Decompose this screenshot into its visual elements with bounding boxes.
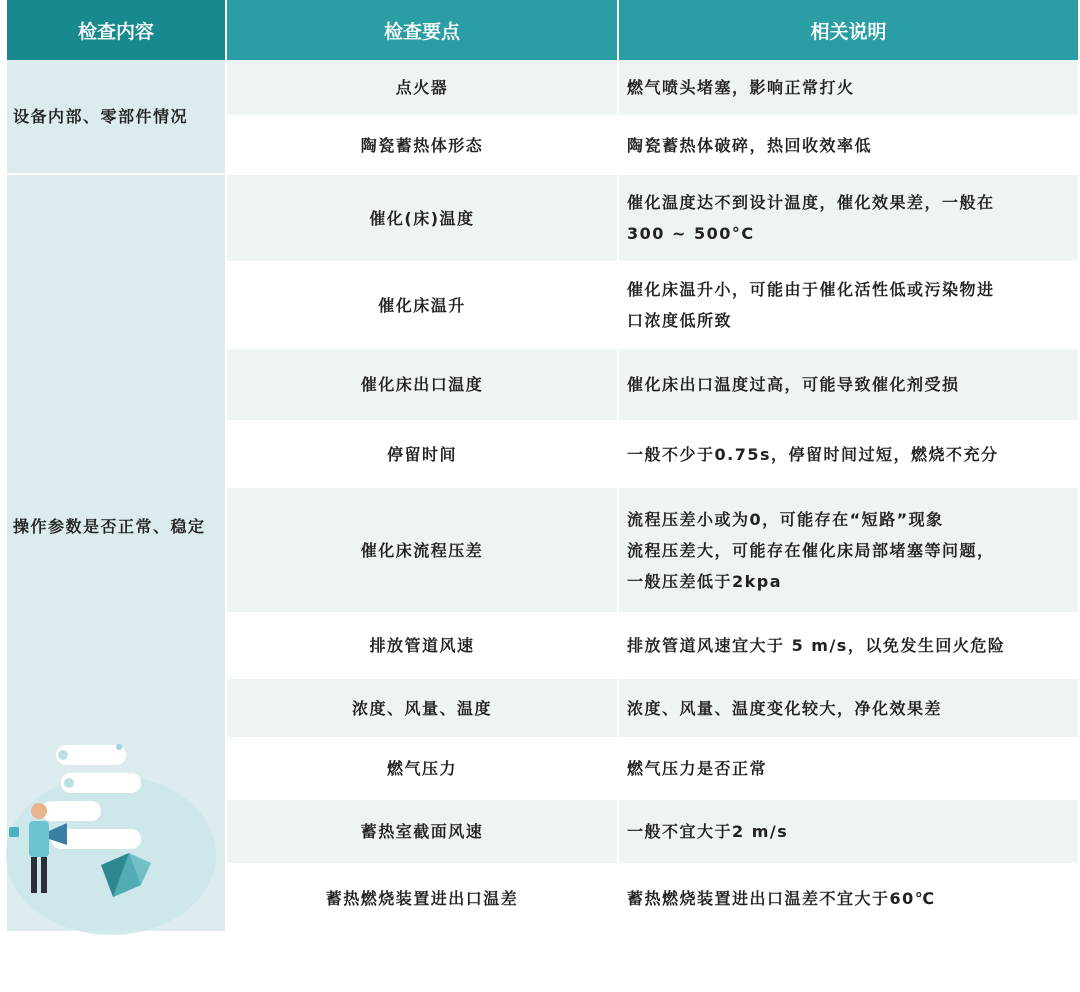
description-line: 一般不宜大于2 m/s [627,822,789,841]
check-point: 蓄热燃烧装置进出口温差 [227,865,619,933]
check-point: 浓度、风量、温度 [227,679,619,739]
description-line: 催化床温升小，可能由于催化活性低或污染物进 [627,280,995,299]
header-check-content: 检查内容 [7,0,227,60]
description-line: 排放管道风速宜大于 5 m/s，以免发生回火危险 [627,636,1006,655]
header-description: 相关说明 [619,0,1078,60]
header-check-points: 检查要点 [227,0,619,60]
check-description [619,422,1078,488]
table-header-row [7,0,1078,60]
description-line: 燃气压力是否正常 [627,759,768,778]
category-operating-parameters [7,175,227,933]
description-line: 催化温度达不到设计温度，催化效果差，一般在 [627,193,995,212]
inspection-table [7,0,1078,933]
check-description [619,865,1078,933]
check-point: 蓄热室截面风速 [227,800,619,865]
description-line: 一般不少于0.75s，停留时间过短，燃烧不充分 [627,444,999,464]
category-label: 操作参数是否正常、稳定 [13,517,206,536]
check-description [619,614,1078,679]
table-row [7,60,1078,117]
check-point: 催化(床)温度 [227,175,619,263]
description-line: 浓度、风量、温度变化较大，净化效果差 [627,698,943,718]
description-line: 陶瓷蓄热体破碎，热回收效率低 [627,135,873,155]
check-description [619,679,1078,739]
description-line: 流程压差小或为0，可能存在“短路”现象 [627,509,944,529]
category-label: 设备内部、零部件情况 [13,107,189,126]
check-description [619,488,1078,614]
check-description [619,175,1078,263]
description-line: 蓄热燃烧装置进出口温差不宜大于60℃ [627,888,936,908]
check-point: 陶瓷蓄热体形态 [227,117,619,175]
check-point: 点火器 [227,60,619,117]
description-line: 一般压差低于2kpa [627,571,783,591]
check-point: 催化床出口温度 [227,349,619,422]
check-description [619,117,1078,175]
check-description [619,263,1078,349]
check-point: 燃气压力 [227,739,619,800]
check-point: 催化床温升 [227,263,619,349]
check-description [619,739,1078,800]
description-line: 口浓度低所致 [627,311,733,330]
megaphone-person-illustration [1,735,225,935]
description-line: 燃气喷头堵塞，影响正常打火 [627,78,855,97]
check-description [619,349,1078,422]
check-point: 催化床流程压差 [227,488,619,614]
check-point: 停留时间 [227,422,619,488]
description-line: 催化床出口温度过高，可能导致催化剂受损 [627,375,960,394]
table-row [7,175,1078,263]
description-line: 300 ~ 500°C [627,224,755,243]
description-line: 流程压差大，可能存在催化床局部堵塞等问题， [627,540,995,560]
check-point: 排放管道风速 [227,614,619,679]
check-description [619,800,1078,865]
check-description [619,60,1078,117]
category-equipment [7,60,227,175]
